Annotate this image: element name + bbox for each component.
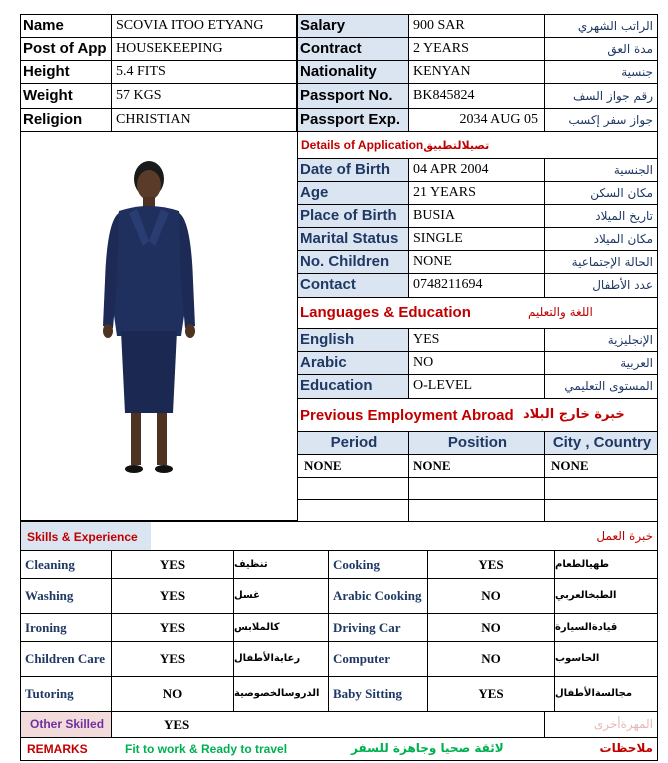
skill-name: Washing — [20, 578, 112, 614]
skill-name: Tutoring — [20, 676, 112, 712]
contact-ar: عدد الأطفال — [544, 273, 658, 298]
skill-name: Ironing — [20, 613, 112, 642]
passport-value: BK845824 — [408, 83, 545, 109]
languages-title: Languages & Education — [300, 304, 471, 321]
education-value: O-LEVEL — [408, 374, 545, 399]
pob-ar: تاريخ الميلاد — [544, 204, 658, 228]
employment-title-row — [297, 398, 658, 432]
pob-value: BUSIA — [408, 204, 545, 228]
skill-name: Cooking — [328, 550, 428, 579]
arabic-ar: العربية — [544, 351, 658, 375]
dob-ar: الجنسية — [544, 158, 658, 182]
name-label: Name — [20, 14, 112, 38]
marital-ar: مكان الميلاد — [544, 227, 658, 251]
skill-value: NO — [111, 676, 234, 712]
weight-value: 57 KGS — [111, 83, 297, 109]
other-skilled-value-cell — [111, 711, 545, 738]
contract-ar: مدة العق — [544, 37, 658, 61]
salary-label: Salary — [297, 14, 409, 38]
english-label: English — [297, 328, 409, 352]
nationality-value: KENYAN — [408, 60, 545, 84]
children-ar: الحالة الإجتماعية — [544, 250, 658, 274]
employment-empty-cell — [297, 499, 409, 522]
skill-name-ar: الحاسوب — [554, 641, 658, 677]
remarks-text: Fit to work & Ready to travel — [125, 742, 288, 756]
skill-name-ar: الطبخالعربي — [554, 578, 658, 614]
skill-name: Arabic Cooking — [328, 578, 428, 614]
contract-label: Contract — [297, 37, 409, 61]
col-position: Position — [408, 431, 545, 455]
employment-position: NONE — [408, 454, 545, 478]
employment-title: Previous Employment Abroad — [300, 407, 514, 424]
remarks-label: REMARKS — [27, 742, 88, 756]
pob-label: Place of Birth — [297, 204, 409, 228]
english-ar: الإنجليزية — [544, 328, 658, 352]
contact-value: 0748211694 — [408, 273, 545, 298]
other-skilled-cell — [20, 711, 112, 738]
details-title: Details of Application — [301, 138, 424, 152]
passport-exp-ar: جواز سفر إكسب — [544, 108, 658, 132]
skill-name: Cleaning — [20, 550, 112, 579]
skill-name-ar: الدروسالخصوصية — [233, 676, 329, 712]
religion-value: CHRISTIAN — [111, 108, 297, 132]
children-label: No. Children — [297, 250, 409, 274]
remarks-text-ar: لائقة صحيا وجاهزة للسفر — [351, 741, 504, 755]
skill-name-ar: كالملابس — [233, 613, 329, 642]
skill-name: Children Care — [20, 641, 112, 677]
skill-name-ar: طهيالطعام — [554, 550, 658, 579]
employment-city: NONE — [544, 454, 658, 478]
skill-name-ar: قيادةالسيارة — [554, 613, 658, 642]
employment-empty-cell — [408, 499, 545, 522]
passport-label: Passport No. — [297, 83, 409, 109]
marital-label: Marital Status — [297, 227, 409, 251]
salary-value: 900 SAR — [408, 14, 545, 38]
languages-title-ar: اللغة والتعليم — [528, 305, 593, 319]
skills-title-row — [20, 521, 658, 551]
skill-value: NO — [427, 613, 555, 642]
religion-label: Religion — [20, 108, 112, 132]
nationality-ar: جنسية — [544, 60, 658, 84]
arabic-label: Arabic — [297, 351, 409, 375]
height-label: Height — [20, 60, 112, 84]
col-city: City , Country — [544, 431, 658, 455]
skill-value: NO — [427, 578, 555, 614]
languages-title-row — [297, 297, 658, 329]
skill-name-ar: غسل — [233, 578, 329, 614]
education-ar: المستوى التعليمي — [544, 374, 658, 399]
arabic-value: NO — [408, 351, 545, 375]
details-title-row — [297, 131, 658, 159]
post-label: Post of App — [20, 37, 112, 61]
other-skilled-value: YES — [164, 717, 190, 732]
col-period: Period — [297, 431, 409, 455]
contract-value: 2 YEARS — [408, 37, 545, 61]
remarks-label-ar: ملاحظات — [599, 741, 653, 755]
skills-title-ar: خبرة العمل — [596, 529, 653, 543]
remarks-row — [20, 737, 658, 761]
passport-exp-value: 2034 AUG 05 — [408, 108, 545, 132]
skill-value: YES — [427, 676, 555, 712]
salary-ar: الراتب الشهري — [544, 14, 658, 38]
passport-exp-label: Passport Exp. — [297, 108, 409, 132]
employment-empty-cell — [408, 477, 545, 500]
name-value: SCOVIA ITOO ETYANG — [111, 14, 297, 38]
skill-name-ar: تنظيف — [233, 550, 329, 579]
skill-name-ar: رعايةالأطفال — [233, 641, 329, 677]
other-skilled-ar: المهرةأخرى — [544, 711, 658, 738]
employment-empty-cell — [297, 477, 409, 500]
skill-name-ar: مجالسةالأطفال — [554, 676, 658, 712]
skill-value: YES — [111, 613, 234, 642]
skill-value: YES — [427, 550, 555, 579]
height-value: 5.4 FITS — [111, 60, 297, 84]
marital-value: SINGLE — [408, 227, 545, 251]
weight-label: Weight — [20, 83, 112, 109]
passport-ar: رقم جواز السف — [544, 83, 658, 109]
employment-empty-cell — [544, 499, 658, 522]
age-label: Age — [297, 181, 409, 205]
skill-name: Driving Car — [328, 613, 428, 642]
post-value: HOUSEKEEPING — [111, 37, 297, 61]
english-value: YES — [408, 328, 545, 352]
dob-label: Date of Birth — [297, 158, 409, 182]
nationality-label: Nationality — [297, 60, 409, 84]
age-ar: مكان السكن — [544, 181, 658, 205]
other-skilled-label: Other Skilled — [30, 717, 105, 731]
skills-title: Skills & Experience — [27, 530, 138, 544]
skill-name: Baby Sitting — [328, 676, 428, 712]
photo-frame — [20, 131, 298, 521]
contact-label: Contact — [297, 273, 409, 298]
education-label: Education — [297, 374, 409, 399]
employment-period: NONE — [297, 454, 409, 478]
details-title-ar: تصيلالتطبيق — [423, 139, 490, 152]
children-value: NONE — [408, 250, 545, 274]
skill-name: Computer — [328, 641, 428, 677]
employment-empty-cell — [544, 477, 658, 500]
dob-value: 04 APR 2004 — [408, 158, 545, 182]
skill-value: YES — [111, 578, 234, 614]
skill-value: YES — [111, 641, 234, 677]
employment-title-ar: خبرة خارج البلاد — [523, 407, 625, 422]
skill-value: NO — [427, 641, 555, 677]
age-value: 21 YEARS — [408, 181, 545, 205]
skill-value: YES — [111, 550, 234, 579]
applicant-photo — [21, 131, 297, 519]
